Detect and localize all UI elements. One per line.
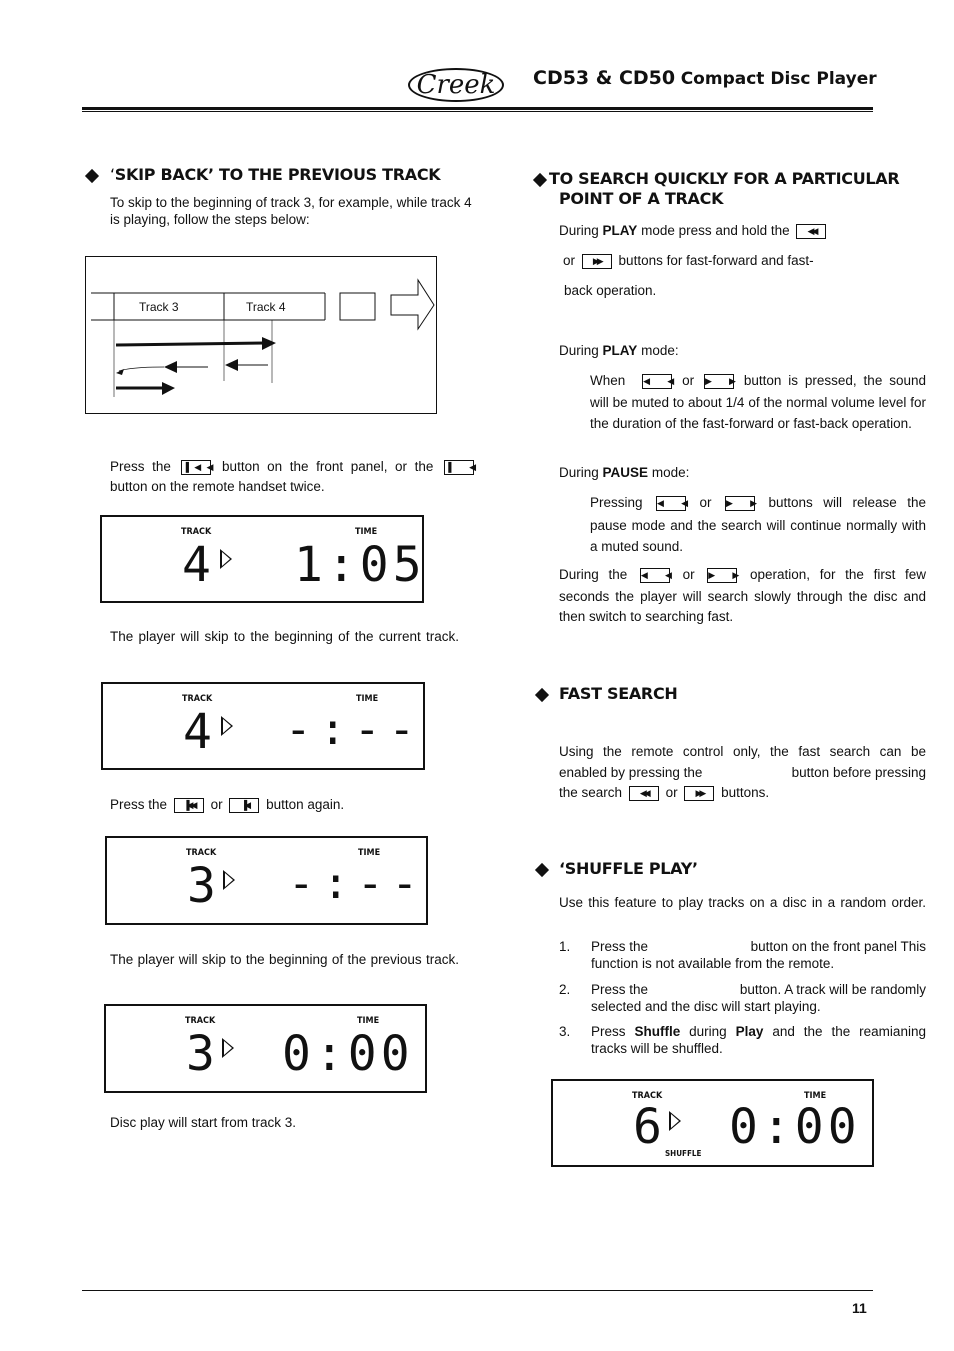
- document-title: CD53 & CD50 Compact Disc Player: [533, 67, 877, 89]
- lcd-display-shuffle: TRACK TIME 6 0:00 SHUFFLE: [551, 1079, 874, 1167]
- play-indicator-icon: [220, 549, 232, 569]
- fast-forward-icon: ▶▶: [704, 374, 734, 389]
- track-diagram-svg: [86, 257, 436, 413]
- during-play-label: During PLAY mode:: [559, 343, 679, 358]
- lcd-display-2: TRACK TIME 4 -:--: [101, 682, 425, 770]
- play-indicator-icon: [669, 1111, 681, 1131]
- search-para-1c: back operation.: [564, 283, 657, 298]
- skip-back-intro: To skip to the beginning of track 3, for example, while track 4 is playing, follow the steps below:: [110, 195, 472, 227]
- track-4-label: Track 4: [246, 300, 286, 314]
- search-heading: TO SEARCH QUICKLY FOR A PARTICULAR: [549, 169, 900, 188]
- rewind-icon: ◀◀: [629, 786, 659, 801]
- bullet-diamond: [533, 173, 547, 187]
- track-diagram: [85, 256, 437, 414]
- lcd-display-1: TRACK TIME 4 1:05: [100, 515, 424, 603]
- skip-back-front-panel-icon: ▐◀◀: [174, 798, 204, 813]
- result-1-text: The player will skip to the beginning of the current track.: [110, 629, 459, 644]
- result-3-text: Disc play will start from track 3.: [110, 1115, 297, 1130]
- creek-logo: Creek: [408, 68, 504, 102]
- skip-back-heading: ‘SKIP BACK’ TO THE PREVIOUS TRACK: [110, 165, 441, 184]
- play-mode-para-cont: will be muted to about 1/4 of the normal volume level for the duration of the fast-forward or fast-back operation.: [590, 395, 926, 431]
- step-2-text: Press the ▐◀◀ or ▐◀ button again.: [110, 797, 345, 812]
- rewind-icon: ◀◀: [640, 568, 670, 583]
- shuffle-intro: Use this feature to play tracks on a disc in a random order.: [559, 895, 926, 910]
- skip-back-remote-icon: ▐◀: [229, 798, 259, 813]
- search-para-1: During PLAY mode press and hold the ◀◀: [559, 222, 926, 239]
- play-mode-para: When ◀◀ or ▶▶ button is pressed, the sound: [590, 373, 926, 388]
- shuffle-heading: ‘SHUFFLE PLAY’: [559, 859, 698, 878]
- skip-back-remote-icon: ▐◀: [444, 460, 474, 475]
- play-indicator-icon: [223, 870, 235, 890]
- lcd-display-4: TRACK TIME 3 0:00: [104, 1004, 427, 1093]
- play-indicator-icon: [222, 1038, 234, 1058]
- fast-search-para-3: the search ◀◀ or ▶▶ buttons.: [559, 785, 770, 800]
- skip-back-front-panel-icon: ▐◀◀: [181, 460, 211, 475]
- page-number: 11: [852, 1300, 867, 1316]
- bullet-diamond: [535, 688, 549, 702]
- pause-mode-para-cont: pause mode and the search will continue normally with a muted sound.: [590, 518, 926, 554]
- fast-search-heading: FAST SEARCH: [559, 684, 678, 703]
- fast-forward-icon: ▶▶: [725, 496, 755, 511]
- header-rule: [82, 107, 873, 110]
- search-heading-line-2: POINT OF A TRACK: [559, 189, 724, 208]
- lcd-display-3: TRACK TIME 3 -:--: [105, 836, 428, 925]
- bullet-diamond: [85, 169, 99, 183]
- search-para-1b: or ▶▶ buttons for fast-forward and fast-: [563, 253, 814, 268]
- footer-rule: [82, 1290, 873, 1291]
- search-operation-para-cont: seconds the player will search slowly through the disc and then switch to searching fast.: [559, 589, 926, 624]
- rewind-icon: ◀◀: [642, 374, 672, 389]
- track-3-label: Track 3: [139, 300, 179, 314]
- fast-search-para-2: enabled by pressing the button before pressing: [559, 765, 926, 780]
- result-2-text: The player will skip to the beginning of the previous track.: [110, 952, 459, 967]
- fast-forward-icon: ▶▶: [684, 786, 714, 801]
- fast-forward-icon: ▶▶: [707, 568, 737, 583]
- bullet-diamond: [535, 863, 549, 877]
- fast-search-para: Using the remote control only, the fast search can be: [559, 744, 926, 759]
- fast-forward-icon: ▶▶: [582, 254, 612, 269]
- search-operation-para: During the ◀◀ or ▶▶ operation, for the first few: [559, 567, 926, 582]
- step-1-text-cont: button on the remote handset twice.: [110, 479, 325, 494]
- rewind-icon: ◀◀: [796, 224, 826, 239]
- step-1-text: Press the ▐◀◀ button on the front panel, or the ▐◀: [110, 459, 473, 474]
- play-indicator-icon: [221, 716, 233, 736]
- rewind-icon: ◀◀: [656, 496, 686, 511]
- during-pause-label: During PAUSE mode:: [559, 465, 690, 480]
- pause-mode-para: Pressing ◀◀ or ▶▶ buttons will release the: [590, 495, 926, 510]
